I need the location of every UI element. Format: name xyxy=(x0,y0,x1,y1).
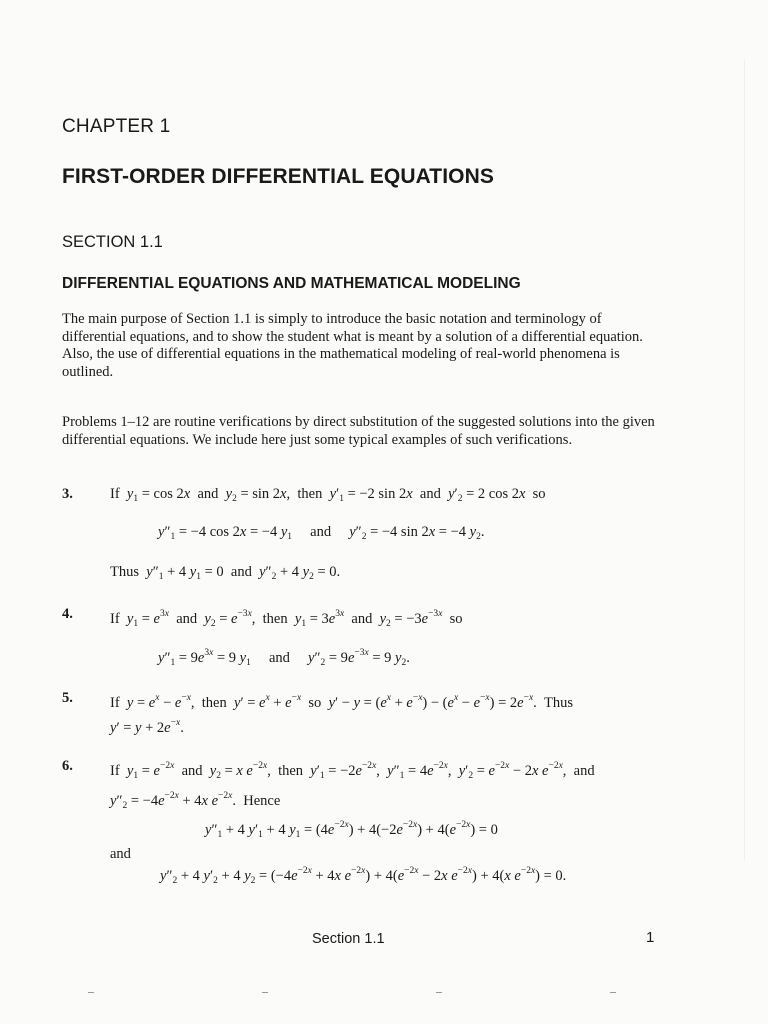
problems-paragraph: Problems 1–12 are routine verifications by direct substitution of the suggested solutions into the given differential equations. We include here just some typical examples of such verifications. xyxy=(62,414,655,448)
equation-6b: $y''_2 + 4$ $y'_2 + 4$ $y_2 = (-4e^{-2x} + 4x$ $e^{-2x}) + 4(e^{-2x} - 2x$ $e^{-2x}) + 4(x$ $e^{-2x}) = 0$. xyxy=(160,866,567,886)
section-title: DIFFERENTIAL EQUATIONS AND MATHEMATICAL MODELING xyxy=(62,275,521,292)
scan-mark xyxy=(610,992,616,993)
section-heading: SECTION 1.1 xyxy=(62,233,163,251)
problem-statement: If $y = e^x - e^{-x}$, then $y' = e^x + e^{-x}$ so $y' - y = (e^x + e^{-x}) - (e^x - e^{-x}) = 2e^{-x}$. Thus $y' = y + 2e^{-x}$. xyxy=(110,693,574,736)
equation-3a: $y''_1 = -4$ cos 2x = −4 $y_1$ and $y''_2 = -4$ sin 2x = −4 $y_2$. xyxy=(158,524,485,542)
problem-statement: If $y_1 = e^{3x}$ and $y_2 = e^{-3x}$, then $y_1 = 3e^{3x}$ and $y_2 = -3e^{-3x}$ so xyxy=(110,609,463,629)
page-number: 1 xyxy=(646,929,655,946)
problem-statement: If $y_1 = e^{-2x}$ and $y_2 = x$ $e^{-2x}$, then $y'_1 = -2e^{-2x}$, $y''_1 = 4e^{-2x}$, $y'_2 = e^{-2x} - 2x$ $e^{-2x}$, and $y''_2 = -4e^{-2x} + 4x$ $e^{-2x}$. Hence xyxy=(110,761,595,811)
footer-section-label: Section 1.1 xyxy=(312,931,385,947)
scan-mark xyxy=(436,992,442,993)
chapter-title: FIRST-ORDER DIFFERENTIAL EQUATIONS xyxy=(62,165,494,188)
equation-connector: and xyxy=(110,846,131,862)
problem-number: 5. xyxy=(62,690,73,706)
chapter-heading: CHAPTER 1 xyxy=(62,116,171,137)
intro-paragraph: The main purpose of Section 1.1 is simply to introduce the basic notation and terminology of differential equations, and to show the student what is meant by a solution of a differential equation. Also, the use of differential equations in the mathematical modeling of real-world phenomena is outlined. xyxy=(62,311,643,380)
problem-number: 6. xyxy=(62,758,73,774)
scan-mark xyxy=(88,992,94,993)
problem-statement: If $y_1 = \cos 2x$ and $y_2 = \sin 2x$, then $y'_1 = -2$ sin 2x and $y'_2 = 2$ cos 2x so xyxy=(110,486,546,504)
problem-number: 4. xyxy=(62,606,73,622)
equation-6a: $y''_1 + 4$ $y'_1 + 4$ $y_1 = (4e^{-2x}) + 4(-2e^{-2x}) + 4(e^{-2x}) = 0$ xyxy=(205,820,498,840)
scan-mark xyxy=(262,992,268,993)
scan-edge-line xyxy=(744,60,745,860)
equation-3b: Thus $y''_1 + 4$ $y_1 = 0$ and $y''_2 + 4$ $y_2 = 0$. xyxy=(110,564,341,582)
problem-number: 3. xyxy=(62,486,73,502)
equation-4: $y''_1 = 9e^{3x} = 9$ $y_1$ and $y''_2 = 9e^{-3x} = 9$ $y_2$. xyxy=(158,648,410,668)
